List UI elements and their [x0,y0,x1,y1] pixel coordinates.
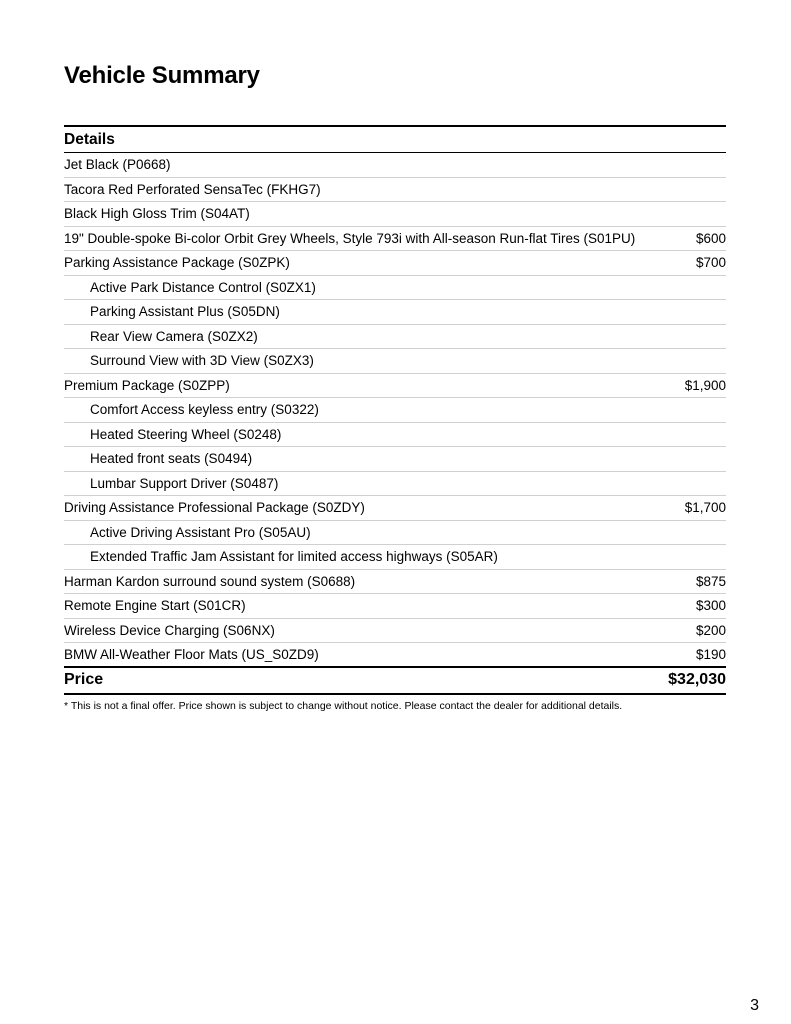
option-label: Active Driving Assistant Pro (S05AU) [90,524,311,540]
option-item-row [64,374,726,399]
option-item-row [64,178,726,203]
option-label: Premium Package (S0ZPP) [64,377,230,393]
option-label: Heated front seats (S0494) [90,451,253,467]
vehicle-summary-table [64,125,726,712]
option-sub-item-row [64,423,726,448]
option-label: Driving Assistance Professional Package (S0ZDY) [64,500,365,516]
option-item-row [64,619,726,644]
option-label: Jet Black (P0668) [64,157,171,173]
option-label: Tacora Red Perforated SensaTec (FKHG7) [64,181,321,197]
option-item-row [64,570,726,595]
page-number: 3 [750,997,759,1014]
option-label: Remote Engine Start (S01CR) [64,598,246,614]
option-item-row [64,227,726,252]
option-price: $700 [695,255,726,271]
option-sub-item-row [64,349,726,374]
option-label: Extended Traffic Jam Assistant for limited access highways (S05AR) [90,549,498,565]
option-label: Comfort Access keyless entry (S0322) [90,402,319,418]
option-label: Rear View Camera (S0ZX2) [90,328,258,344]
disclaimer-footnote: * This is not a final offer. Price shown is subject to change without notice. Please contact the dealer for additional details. [64,699,623,712]
details-header: Details [64,125,726,153]
option-label: BMW All-Weather Floor Mats (US_S0ZD9) [64,646,319,662]
option-item-row [64,202,726,227]
option-label: Active Park Distance Control (S0ZX1) [90,279,316,295]
option-item-row [64,153,726,178]
option-label: Parking Assistant Plus (S05DN) [90,304,280,320]
option-price: $1,900 [684,377,726,393]
option-label: Parking Assistance Package (S0ZPK) [64,255,290,271]
item-list [64,153,726,668]
option-sub-item-row [64,300,726,325]
price-total: $32,030 [668,671,726,688]
option-price: $190 [695,646,726,662]
option-label: 19" Double-spoke Bi-color Orbit Grey Wheels, Style 793i with All-season Run-flat Tires (S01PU) [64,230,636,246]
option-label: Black High Gloss Trim (S04AT) [64,206,250,222]
option-price: $300 [695,598,726,614]
option-label: Surround View with 3D View (S0ZX3) [90,353,314,369]
option-price: $200 [695,622,726,638]
option-sub-item-row [64,276,726,301]
option-price: $600 [695,230,726,246]
option-sub-item-row [64,545,726,570]
option-sub-item-row [64,521,726,546]
option-label: Harman Kardon surround sound system (S0688) [64,573,356,589]
option-price: $875 [695,573,726,589]
option-label: Lumbar Support Driver (S0487) [90,475,279,491]
option-item-row [64,643,726,668]
option-price: $1,700 [684,500,726,516]
option-sub-item-row [64,398,726,423]
option-item-row [64,251,726,276]
option-label: Heated Steering Wheel (S0248) [90,426,282,442]
option-label: Wireless Device Charging (S06NX) [64,622,275,638]
price-row [64,668,726,695]
option-item-row [64,496,726,521]
price-label: Price [64,671,104,688]
page-title: Vehicle Summary [64,62,260,89]
option-sub-item-row [64,472,726,497]
option-sub-item-row [64,447,726,472]
option-item-row [64,594,726,619]
option-sub-item-row [64,325,726,350]
